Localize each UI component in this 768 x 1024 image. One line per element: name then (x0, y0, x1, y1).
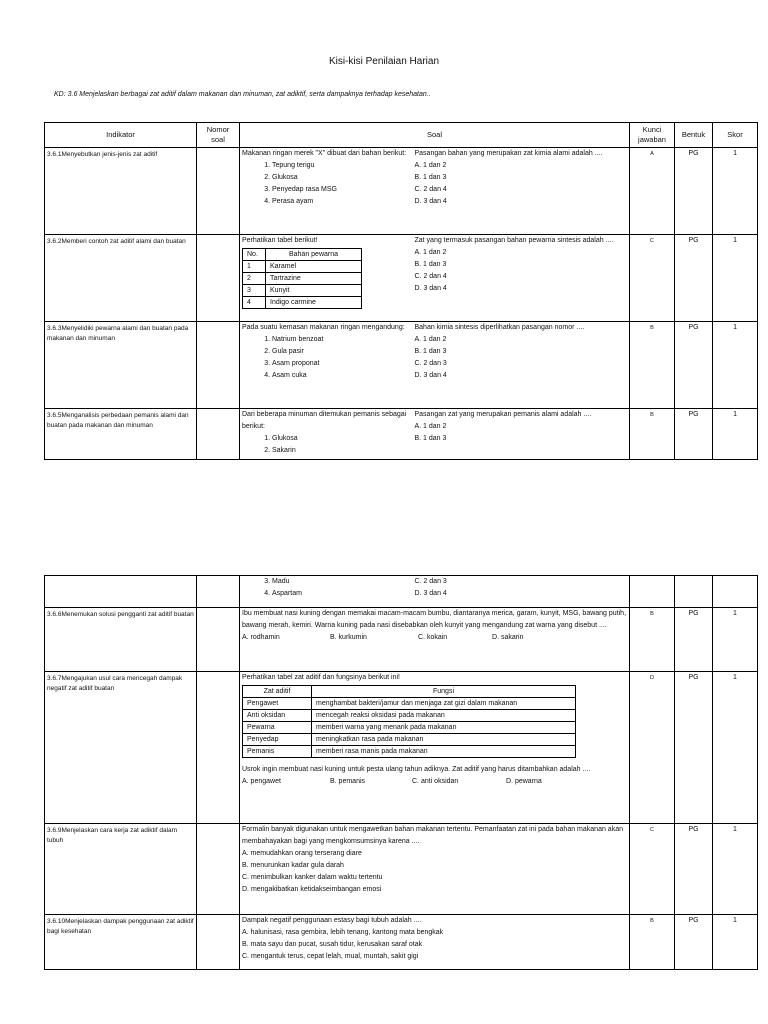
kunci-cell: A (630, 148, 675, 235)
option-c: C. menimbulkan kanker dalam waktu tertentu (242, 874, 383, 881)
soal-intro: Perhatikan tabel berikut! (242, 237, 318, 244)
soal-intro: Pada suatu kemasan makanan ringan mengandung: (242, 324, 405, 331)
inner-header: No. (243, 249, 266, 261)
kunci-cell: B (630, 915, 675, 970)
kunci-cell: B (630, 322, 675, 409)
bentuk-cell: PG (675, 148, 713, 235)
nomor-soal-cell (197, 824, 240, 915)
kd-statement: KD: 3.6 Menjelaskan berbagai zat aditif dalam makanan dan minuman, zat adiktif, serta dampaknya terhadap kesehatan.. (54, 91, 431, 98)
soal-intro: Perhatikan tabel zat aditif dan fungsinya berikut ini! (242, 674, 400, 681)
indikator-cell: 3.6.6Menemukan solusi pengganti zat aditif buatan (45, 608, 197, 672)
table-row (45, 322, 758, 409)
list-item: 1. Glukosa (272, 433, 411, 445)
skor-cell: 1 (713, 235, 758, 322)
soal-stem-cell (240, 235, 413, 322)
option-c: C. 2 dan 3 (414, 578, 447, 585)
inner-cell: Pemanis (243, 746, 312, 758)
skor-cell: 1 (713, 409, 758, 460)
option-b: B. 1 dan 3 (414, 435, 447, 442)
soal-stem-cell (240, 409, 413, 460)
option-a: A. 1 dan 2 (414, 162, 447, 169)
soal-question: Pasangan bahan yang merupakan zat kimia alami adalah .... (414, 150, 603, 157)
option-a: A. 1 dan 2 (414, 249, 447, 256)
table-row (45, 608, 758, 672)
inner-cell: Indigo carmine (266, 297, 362, 309)
soal-question-cell (413, 235, 630, 322)
inner-cell: memberi warna yang menarik pada makanan (312, 722, 576, 734)
soal-question: Bahan kimia sintesis diperlihatkan pasangan nomor .... (414, 324, 585, 331)
kunci-cell: C (630, 235, 675, 322)
inner-cell: 1 (243, 261, 266, 273)
soal-cell (240, 672, 630, 824)
soal-stem-cell (240, 148, 413, 235)
table-row (45, 576, 758, 608)
grid-table-page1 (44, 122, 758, 460)
bentuk-cell: PG (675, 235, 713, 322)
nomor-soal-cell (197, 672, 240, 824)
skor-cell: 1 (713, 608, 758, 672)
bentuk-cell: PG (675, 409, 713, 460)
soal-question: Zat yang termasuk pasangan bahan pewarna sintesis adalah .... (414, 237, 614, 244)
soal-question-cell (413, 409, 630, 460)
header-skor: Skor (713, 123, 758, 148)
option-b: B. menurunkan kadar gula darah (242, 862, 344, 869)
soal-question-cell (413, 322, 630, 409)
table-row (45, 915, 758, 970)
header-bentuk: Bentuk (675, 123, 713, 148)
list-item: 2. Gula pasir (272, 346, 411, 358)
soal-question: Dampak negatif penggunaan estasy bagi tubuh adalah .... (242, 917, 422, 924)
kunci-cell: D (630, 672, 675, 824)
bentuk-cell (675, 576, 713, 608)
kunci-cell (630, 576, 675, 608)
option-d: D. 3 dan 4 (414, 285, 447, 292)
options-row (242, 632, 627, 644)
indikator-cell (45, 576, 197, 608)
list-item: 2. Glukosa (272, 172, 411, 184)
inner-cell: 3 (243, 285, 266, 297)
indikator-cell: 3.6.2Memberi contoh zat aditif alami dan buatan (45, 235, 197, 322)
inner-cell: Anti oksidan (243, 710, 312, 722)
options-row (242, 776, 627, 788)
inner-cell: mencegah reaksi oksidasi pada makanan (312, 710, 576, 722)
option-c: C. kokain (418, 634, 448, 641)
nomor-soal-cell (197, 148, 240, 235)
header-soal: Soal (240, 123, 630, 148)
option-c: C. mengantuk terus, cepat lelah, mual, muntah, sakit gigi (242, 953, 419, 960)
option-c: C. 2 dan 4 (414, 186, 447, 193)
inner-cell: Penyedap (243, 734, 312, 746)
nomor-soal-cell (197, 409, 240, 460)
inner-cell: Kunyit (266, 285, 362, 297)
option-b: B. pemanis (330, 778, 366, 785)
kunci-cell: C (630, 824, 675, 915)
soal-question-cell (413, 148, 630, 235)
pewarna-table (242, 248, 362, 309)
indikator-cell: 3.6.10Menjelaskan dampak penggunaan zat adiktif bagi kesehatan (45, 915, 197, 970)
header-kunci-jawaban: Kunci jawaban (630, 123, 675, 148)
soal-question: Formalin banyak digunakan untuk mengawetkan bahan makanan tertentu. Pemanfaatan zat ini pada bahan makanan akan membahayakan bagi yang mengkomsumsinya karena .... (242, 826, 623, 845)
inner-cell: 2 (243, 273, 266, 285)
zat-aditif-table (242, 685, 576, 758)
list-item: 2. Sakarin (272, 445, 411, 457)
option-b: B. 1 dan 3 (414, 348, 447, 355)
option-d: D. 3 dan 4 (414, 590, 447, 597)
inner-cell: 4 (243, 297, 266, 309)
soal-intro: Dari beberapa minuman ditemukan pemanis sebagai berikut: (242, 411, 407, 430)
soal-stem-cell (240, 576, 413, 608)
soal-question: Pasangan zat yang merupakan pemanis alami adalah .... (414, 411, 592, 418)
skor-cell: 1 (713, 672, 758, 824)
inner-cell: Pengawet (243, 698, 312, 710)
nomor-soal-cell (197, 608, 240, 672)
soal-stem-cell (240, 322, 413, 409)
skor-cell: 1 (713, 915, 758, 970)
bentuk-cell: PG (675, 672, 713, 824)
soal-question: Ibu membuat nasi kuning dengan memakai macam-macam bumbu, diantaranya merica, garam, kunyit, MSG, bawang putih, bawang merah, kemiri. Warna kuning pada nasi disebabkan oleh kunyit yang mengandung zat warna yang disebut .... (242, 610, 627, 629)
soal-question: Usrok ingin membuat nasi kuning untuk pesta ulang tahun adiknya. Zat aditif yang harus ditambahkan adalah .... (242, 766, 591, 773)
list-item: 4. Perasa ayam (272, 196, 411, 208)
list-item: 1. Tepung terigu (272, 160, 411, 172)
soal-cell (240, 824, 630, 915)
indikator-cell: 3.6.9Menjelaskan cara kerja zat adiktif dalam tubuh (45, 824, 197, 915)
inner-cell: Karamel (266, 261, 362, 273)
bentuk-cell: PG (675, 608, 713, 672)
indikator-cell: 3.6.3Menyelidiki pewarna alami dan buatan pada makanan dan minuman (45, 322, 197, 409)
list-item: 3. Madu (272, 576, 411, 588)
indikator-cell: 3.6.1Menyebutkan jenis-jenis zat aditif (45, 148, 197, 235)
table-row (45, 409, 758, 460)
bentuk-cell: PG (675, 915, 713, 970)
option-c: C. anti oksidan (412, 778, 459, 785)
skor-cell: 1 (713, 824, 758, 915)
option-d: D. pewarna (506, 778, 542, 785)
list-item: 1. Natrium benzoat (272, 334, 411, 346)
table-row (45, 824, 758, 915)
option-d: D. 3 dan 4 (414, 198, 447, 205)
option-c: C. 2 dan 3 (414, 360, 447, 367)
inner-header: Bahan pewarna (266, 249, 362, 261)
nomor-soal-cell (197, 322, 240, 409)
inner-cell: memberi rasa manis pada makanan (312, 746, 576, 758)
table-row (45, 235, 758, 322)
inner-cell: meningkatkan rasa pada makanan (312, 734, 576, 746)
inner-header: Fungsi (312, 686, 576, 698)
option-d: D. mengakibatkan ketidakseimbangan emosi (242, 886, 382, 893)
header-indikator: Indikator (45, 123, 197, 148)
inner-cell: menghambat bakteri/jamur dan menjaga zat gizi dalam makanan (312, 698, 576, 710)
skor-cell (713, 576, 758, 608)
table-row (45, 672, 758, 824)
option-a: A. 1 dan 2 (414, 336, 447, 343)
soal-intro: Makanan ringan merek "X" dibuat dari bahan berikut: (242, 150, 407, 157)
option-a: A. halunisasi, rasa gembira, lebih tenang, kantong mata bengkak (242, 929, 444, 936)
skor-cell: 1 (713, 148, 758, 235)
kunci-cell: B (630, 409, 675, 460)
grid-table-page2 (44, 575, 758, 970)
inner-cell: Pewarna (243, 722, 312, 734)
soal-cell (240, 608, 630, 672)
list-item: 3. Asam proponat (272, 358, 411, 370)
option-d: D. sakarin (492, 634, 524, 641)
document-title: Kisi-kisi Penilaian Harian (328, 56, 440, 67)
indikator-cell: 3.6.7Mengajukan usul cara mencegah dampak negatif zat aditif buatan (45, 672, 197, 824)
option-a: A. 1 dan 2 (414, 423, 447, 430)
nomor-soal-cell (197, 915, 240, 970)
kunci-cell: B (630, 608, 675, 672)
list-item: 4. Asam cuka (272, 370, 411, 382)
bentuk-cell: PG (675, 322, 713, 409)
nomor-soal-cell (197, 576, 240, 608)
option-b: B. kurkumin (330, 634, 367, 641)
list-item: 3. Penyedap rasa MSG (272, 184, 411, 196)
table-row (45, 148, 758, 235)
soal-cell (240, 915, 630, 970)
indikator-cell: 3.6.5Menganalisis perbedaan pemanis alami dan buatan pada makanan dan minuman (45, 409, 197, 460)
option-a: A. rodhamin (242, 634, 280, 641)
option-a: A. pengawet (242, 778, 281, 785)
option-d: D. 3 dan 4 (414, 372, 447, 379)
skor-cell: 1 (713, 322, 758, 409)
bentuk-cell: PG (675, 824, 713, 915)
option-c: C. 2 dan 4 (414, 273, 447, 280)
inner-cell: Tartrazine (266, 273, 362, 285)
header-nomor-soal: Nomor soal (197, 123, 240, 148)
option-b: B. 1 dan 3 (414, 261, 447, 268)
soal-question-cell (413, 576, 630, 608)
nomor-soal-cell (197, 235, 240, 322)
inner-header: Zat aditif (243, 686, 312, 698)
option-b: B. mata sayu dan pucat, susah tidur, kerusakan saraf otak (242, 941, 423, 948)
option-a: A. memudahkan orang terserang diare (242, 850, 362, 857)
option-b: B. 1 dan 3 (414, 174, 447, 181)
list-item: 4. Aspartam (272, 588, 411, 600)
